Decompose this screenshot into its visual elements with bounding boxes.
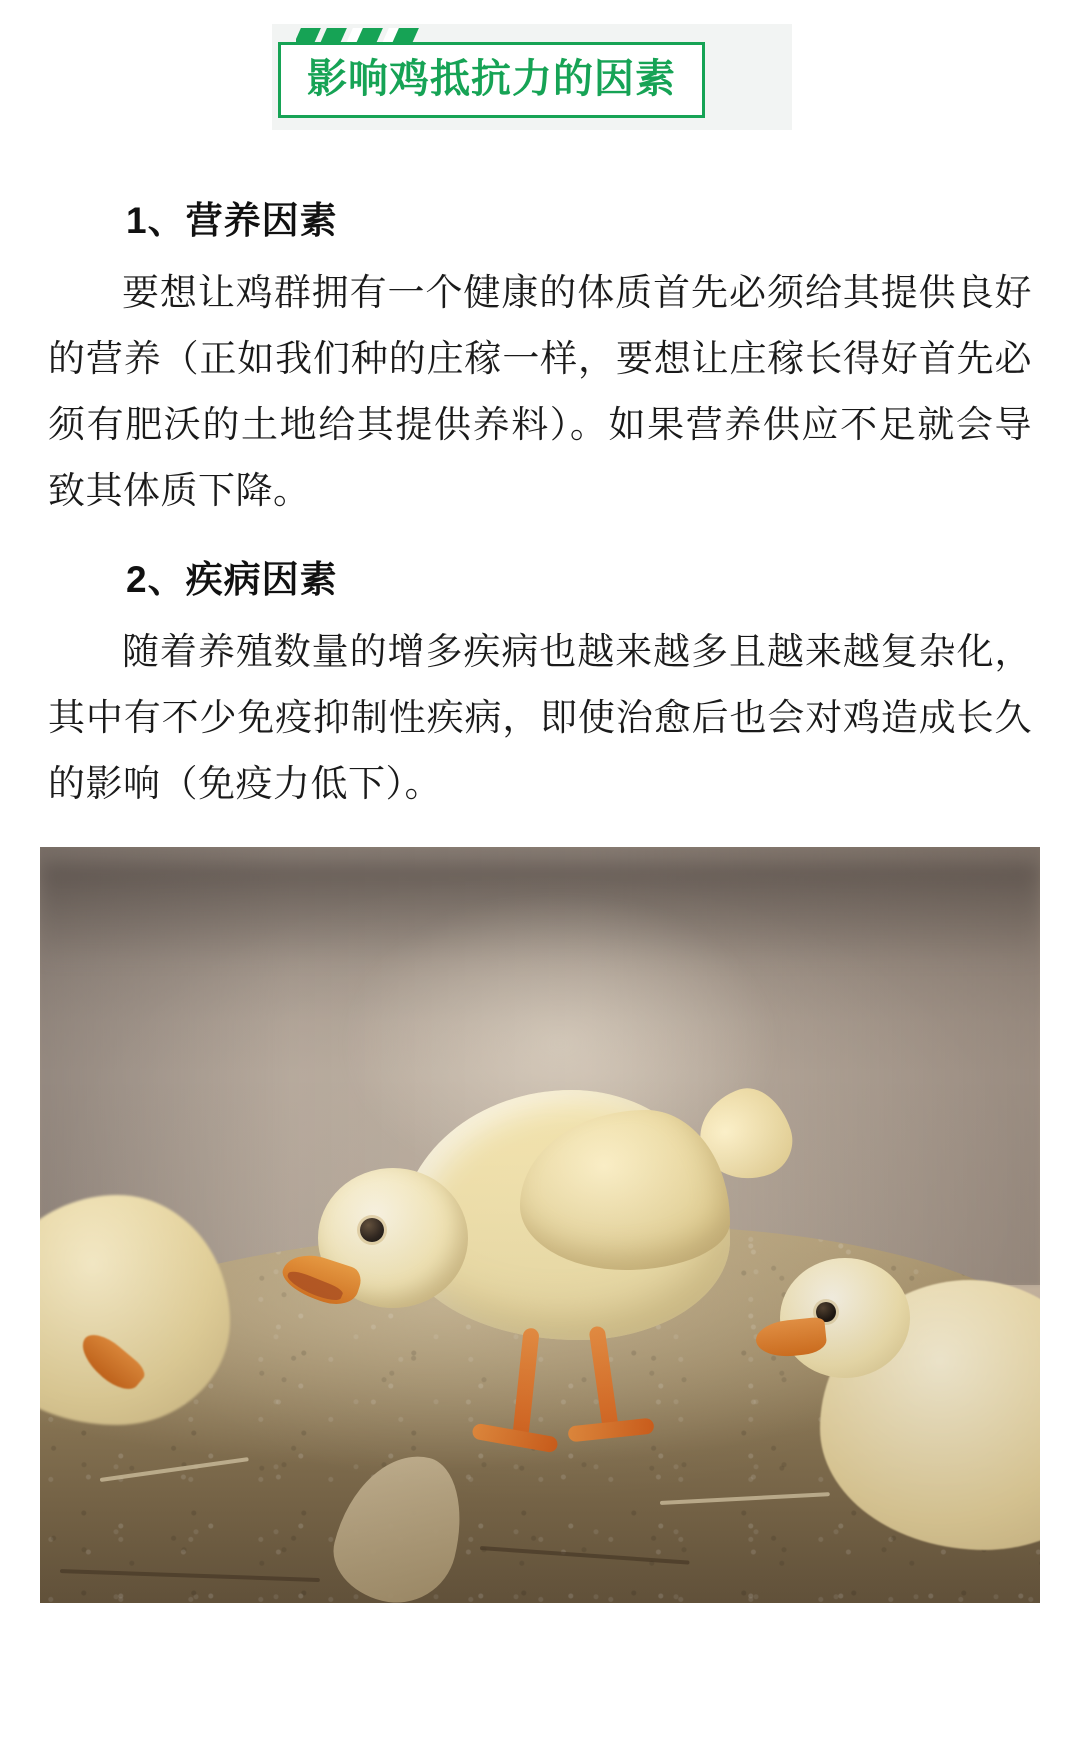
- section-heading-2: 2、疾病因素: [126, 559, 338, 601]
- page-title: [278, 42, 705, 118]
- photo-chick-right: [780, 1240, 1040, 1540]
- chicks-pecking-ground-photo: [40, 847, 1040, 1603]
- article-body: [0, 150, 1080, 817]
- header-banner: [0, 0, 1080, 150]
- photo-canvas: [40, 847, 1040, 1603]
- section-paragraph-2: 随着养殖数量的增多疾病也越来越多且越来越复杂化，其中有不少免疫抑制性疾病，即使治愈后也会对鸡造成长久的影响（免疫力低下）。: [48, 631, 1032, 805]
- section-heading-1: 1、营养因素: [126, 200, 338, 241]
- photo-chick-left: [40, 1195, 230, 1425]
- page-title-text: 影响鸡抵抗力的因素: [307, 57, 676, 101]
- section-paragraph-1: 要想让鸡群拥有一个健康的体质首先必须给其提供良好的营养（正如我们种的庄稼一样，要想让庄稼长得好首先必须有肥沃的土地给其提供养料）。如果营养供应不足就会导致其体质下降。: [48, 272, 1032, 511]
